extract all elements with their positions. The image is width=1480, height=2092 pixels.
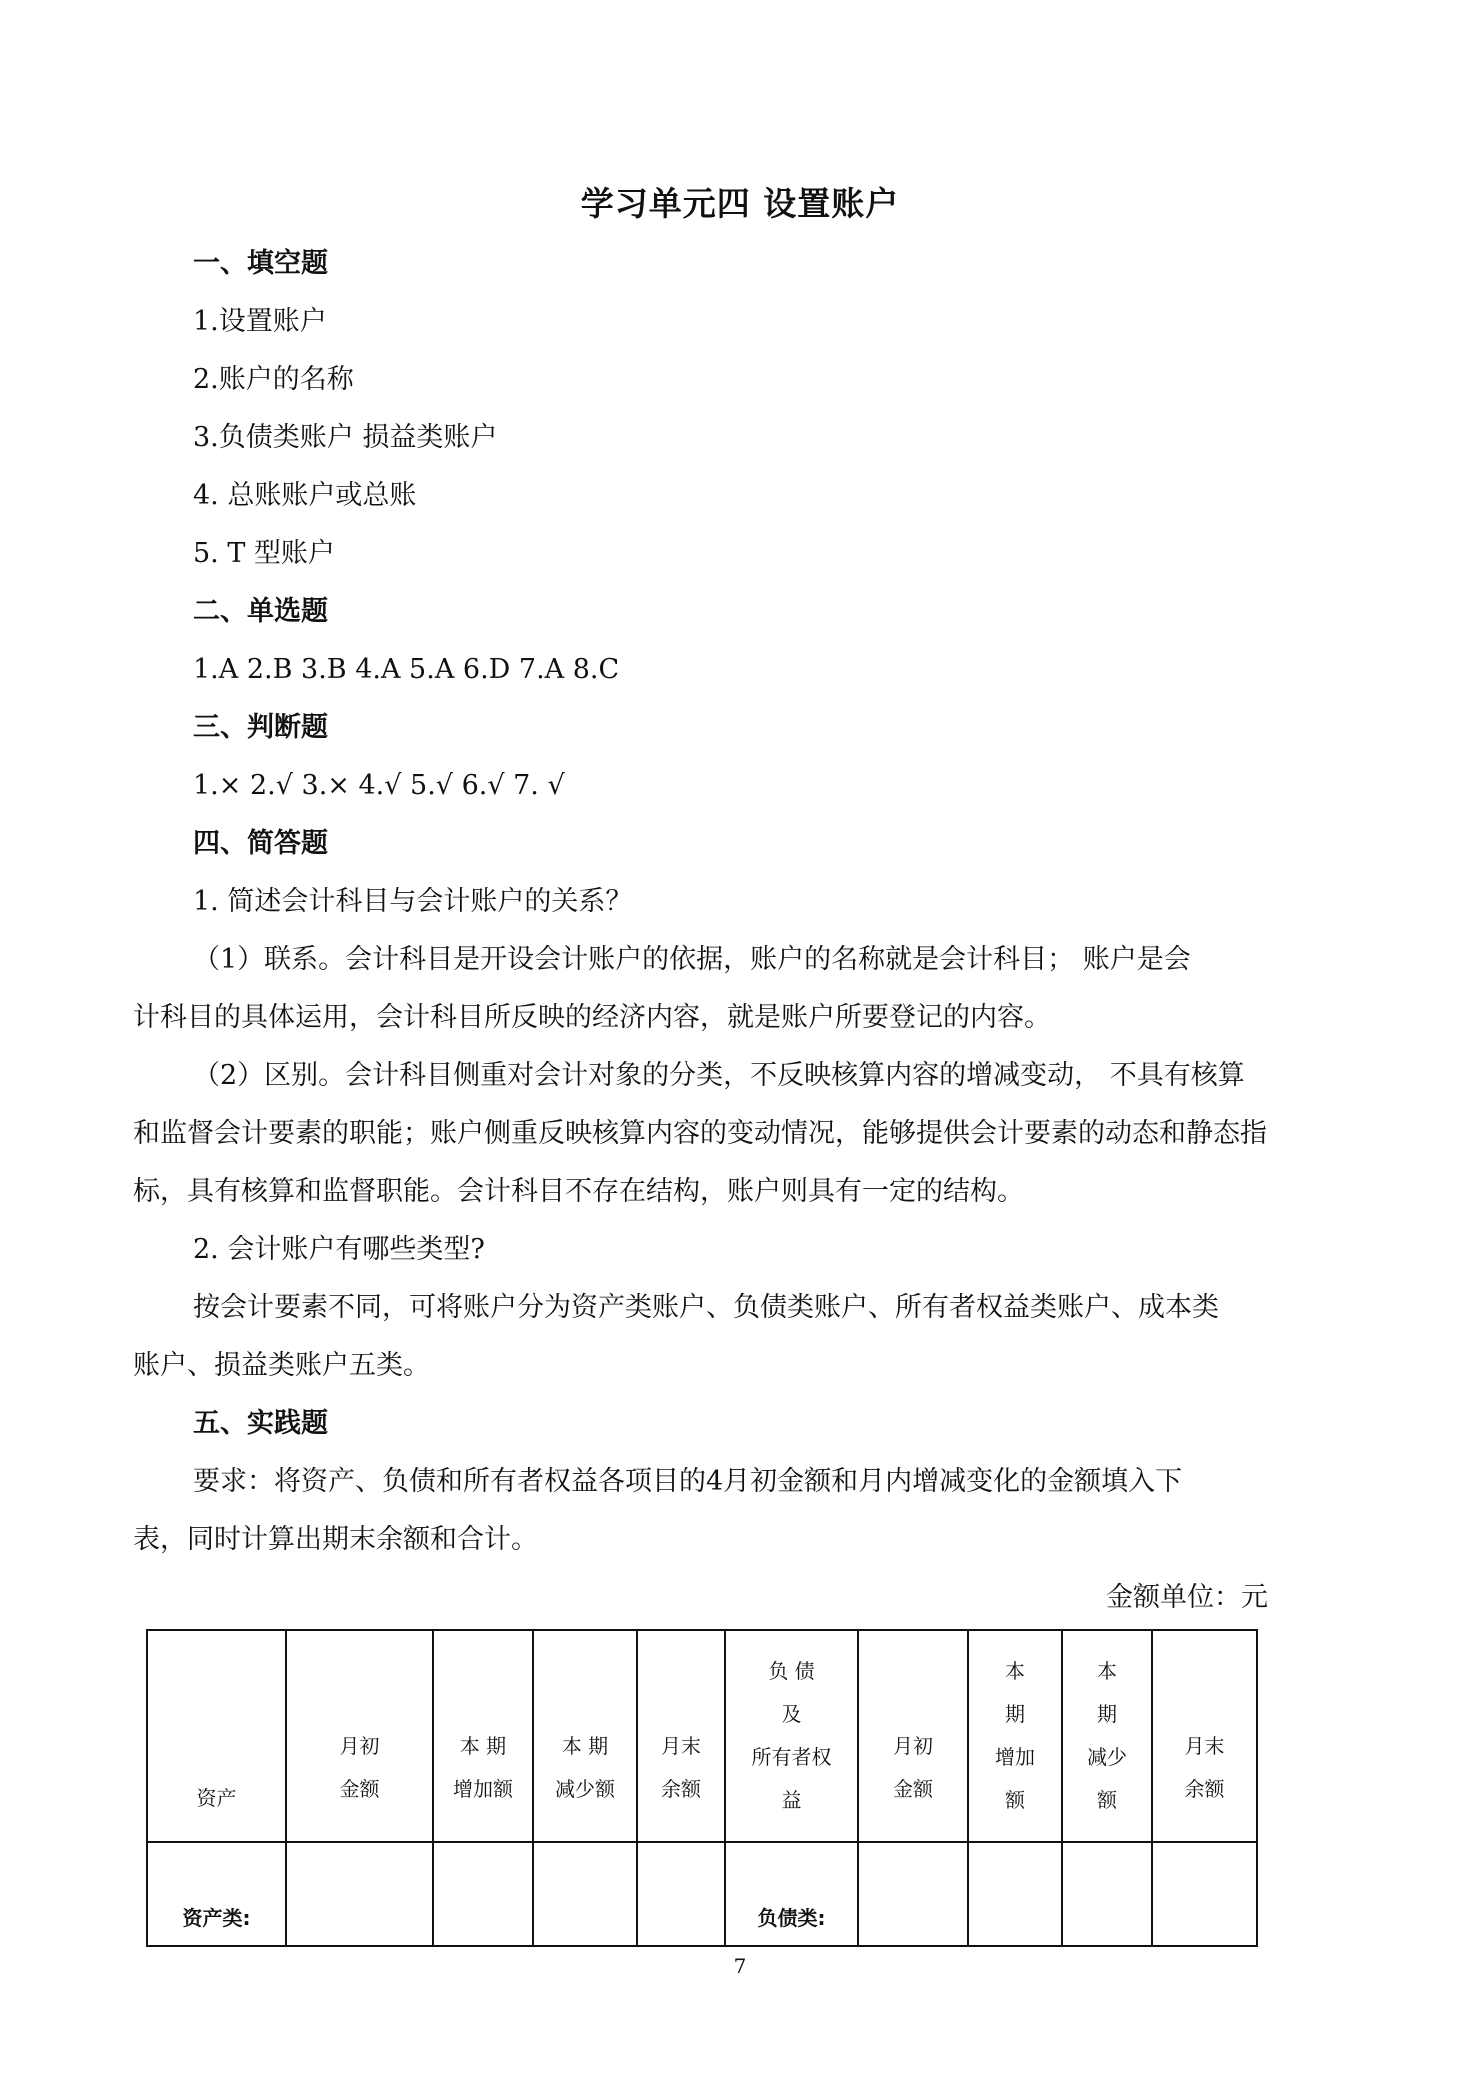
header-asset: 资产 — [147, 1630, 286, 1842]
header-opening-amount-2: 月初 金额 — [858, 1630, 968, 1842]
table-cell — [286, 1842, 433, 1946]
section-heading-short-answer: 四、简答题 — [193, 828, 328, 859]
header-period-decrease: 本 期 减少额 — [533, 1630, 637, 1842]
table-cell — [968, 1842, 1062, 1946]
section-heading-single-choice: 二、单选题 — [193, 596, 328, 627]
header-closing-balance: 月末 余额 — [637, 1630, 725, 1842]
paragraph-line: （2）区别。会计科目侧重对会计对象的分类，不反映核算内容的增减变动， 不具有核算 — [193, 1060, 1245, 1091]
question-line: 2. 会计账户有哪些类型? — [193, 1234, 485, 1265]
amount-unit: 金额单位：元 — [1106, 1582, 1268, 1613]
paragraph-line: （1）联系。会计科目是开设会计账户的依据，账户的名称就是会计科目； 账户是会 — [193, 944, 1191, 975]
paragraph-line: 表，同时计算出期末余额和合计。 — [133, 1524, 538, 1555]
table-cell — [858, 1842, 968, 1946]
answer-line: 2.账户的名称 — [193, 364, 354, 395]
answer-line: 4. 总账账户或总账 — [193, 480, 417, 511]
answer-line: 3.负债类账户 损益类账户 — [193, 422, 498, 453]
table-cell — [533, 1842, 637, 1946]
table-cell — [1062, 1842, 1152, 1946]
question-line: 1. 简述会计科目与会计账户的关系？ — [193, 886, 633, 917]
table-cell — [637, 1842, 725, 1946]
answer-line: 5. T 型账户 — [193, 538, 335, 569]
paragraph-line: 要求：将资产、负债和所有者权益各项目的4月初金额和月内增减变化的金额填入下 — [193, 1466, 1183, 1497]
header-closing-balance-2: 月末 余额 — [1152, 1630, 1257, 1842]
table-cell — [433, 1842, 533, 1946]
section-heading-fill-blank: 一、填空题 — [193, 248, 328, 279]
header-period-increase: 本 期 增加额 — [433, 1630, 533, 1842]
answer-line: 1.A 2.B 3.B 4.A 5.A 6.D 7.A 8.C — [193, 654, 620, 685]
table-row — [147, 1842, 1257, 1946]
header-period-increase-2: 本 期 增加 额 — [968, 1630, 1062, 1842]
header-opening-amount: 月初 金额 — [286, 1630, 433, 1842]
header-liabilities-equity: 负 债 及 所有者权 益 — [725, 1630, 858, 1842]
table-header-row — [147, 1630, 1257, 1842]
paragraph-line: 按会计要素不同，可将账户分为资产类账户、负债类账户、所有者权益类账户、成本类 — [193, 1292, 1219, 1323]
balance-table — [146, 1629, 1258, 1947]
header-period-decrease-2: 本 期 减少 额 — [1062, 1630, 1152, 1842]
table-cell — [1152, 1842, 1257, 1946]
answer-line: 1.× 2.√ 3.× 4.√ 5.√ 6.√ 7. √ — [193, 770, 565, 801]
section-heading-practice: 五、实践题 — [193, 1408, 328, 1439]
page-title: 学习单元四 设置账户 — [580, 184, 900, 223]
row-label-assets: 资产类: — [147, 1842, 286, 1946]
paragraph-line: 和监督会计要素的职能；账户侧重反映核算内容的变动情况，能够提供会计要素的动态和静态指 — [133, 1118, 1267, 1149]
paragraph-line: 账户、损益类账户五类。 — [133, 1350, 430, 1381]
section-heading-true-false: 三、判断题 — [193, 712, 328, 743]
row-label-liabilities: 负债类: — [725, 1842, 858, 1946]
paragraph-line: 计科目的具体运用，会计科目所反映的经济内容，就是账户所要登记的内容。 — [133, 1002, 1051, 1033]
page-number: 7 — [733, 1954, 747, 1978]
paragraph-line: 标，具有核算和监督职能。会计科目不存在结构，账户则具有一定的结构。 — [133, 1176, 1024, 1207]
answer-line: 1.设置账户 — [193, 306, 327, 337]
